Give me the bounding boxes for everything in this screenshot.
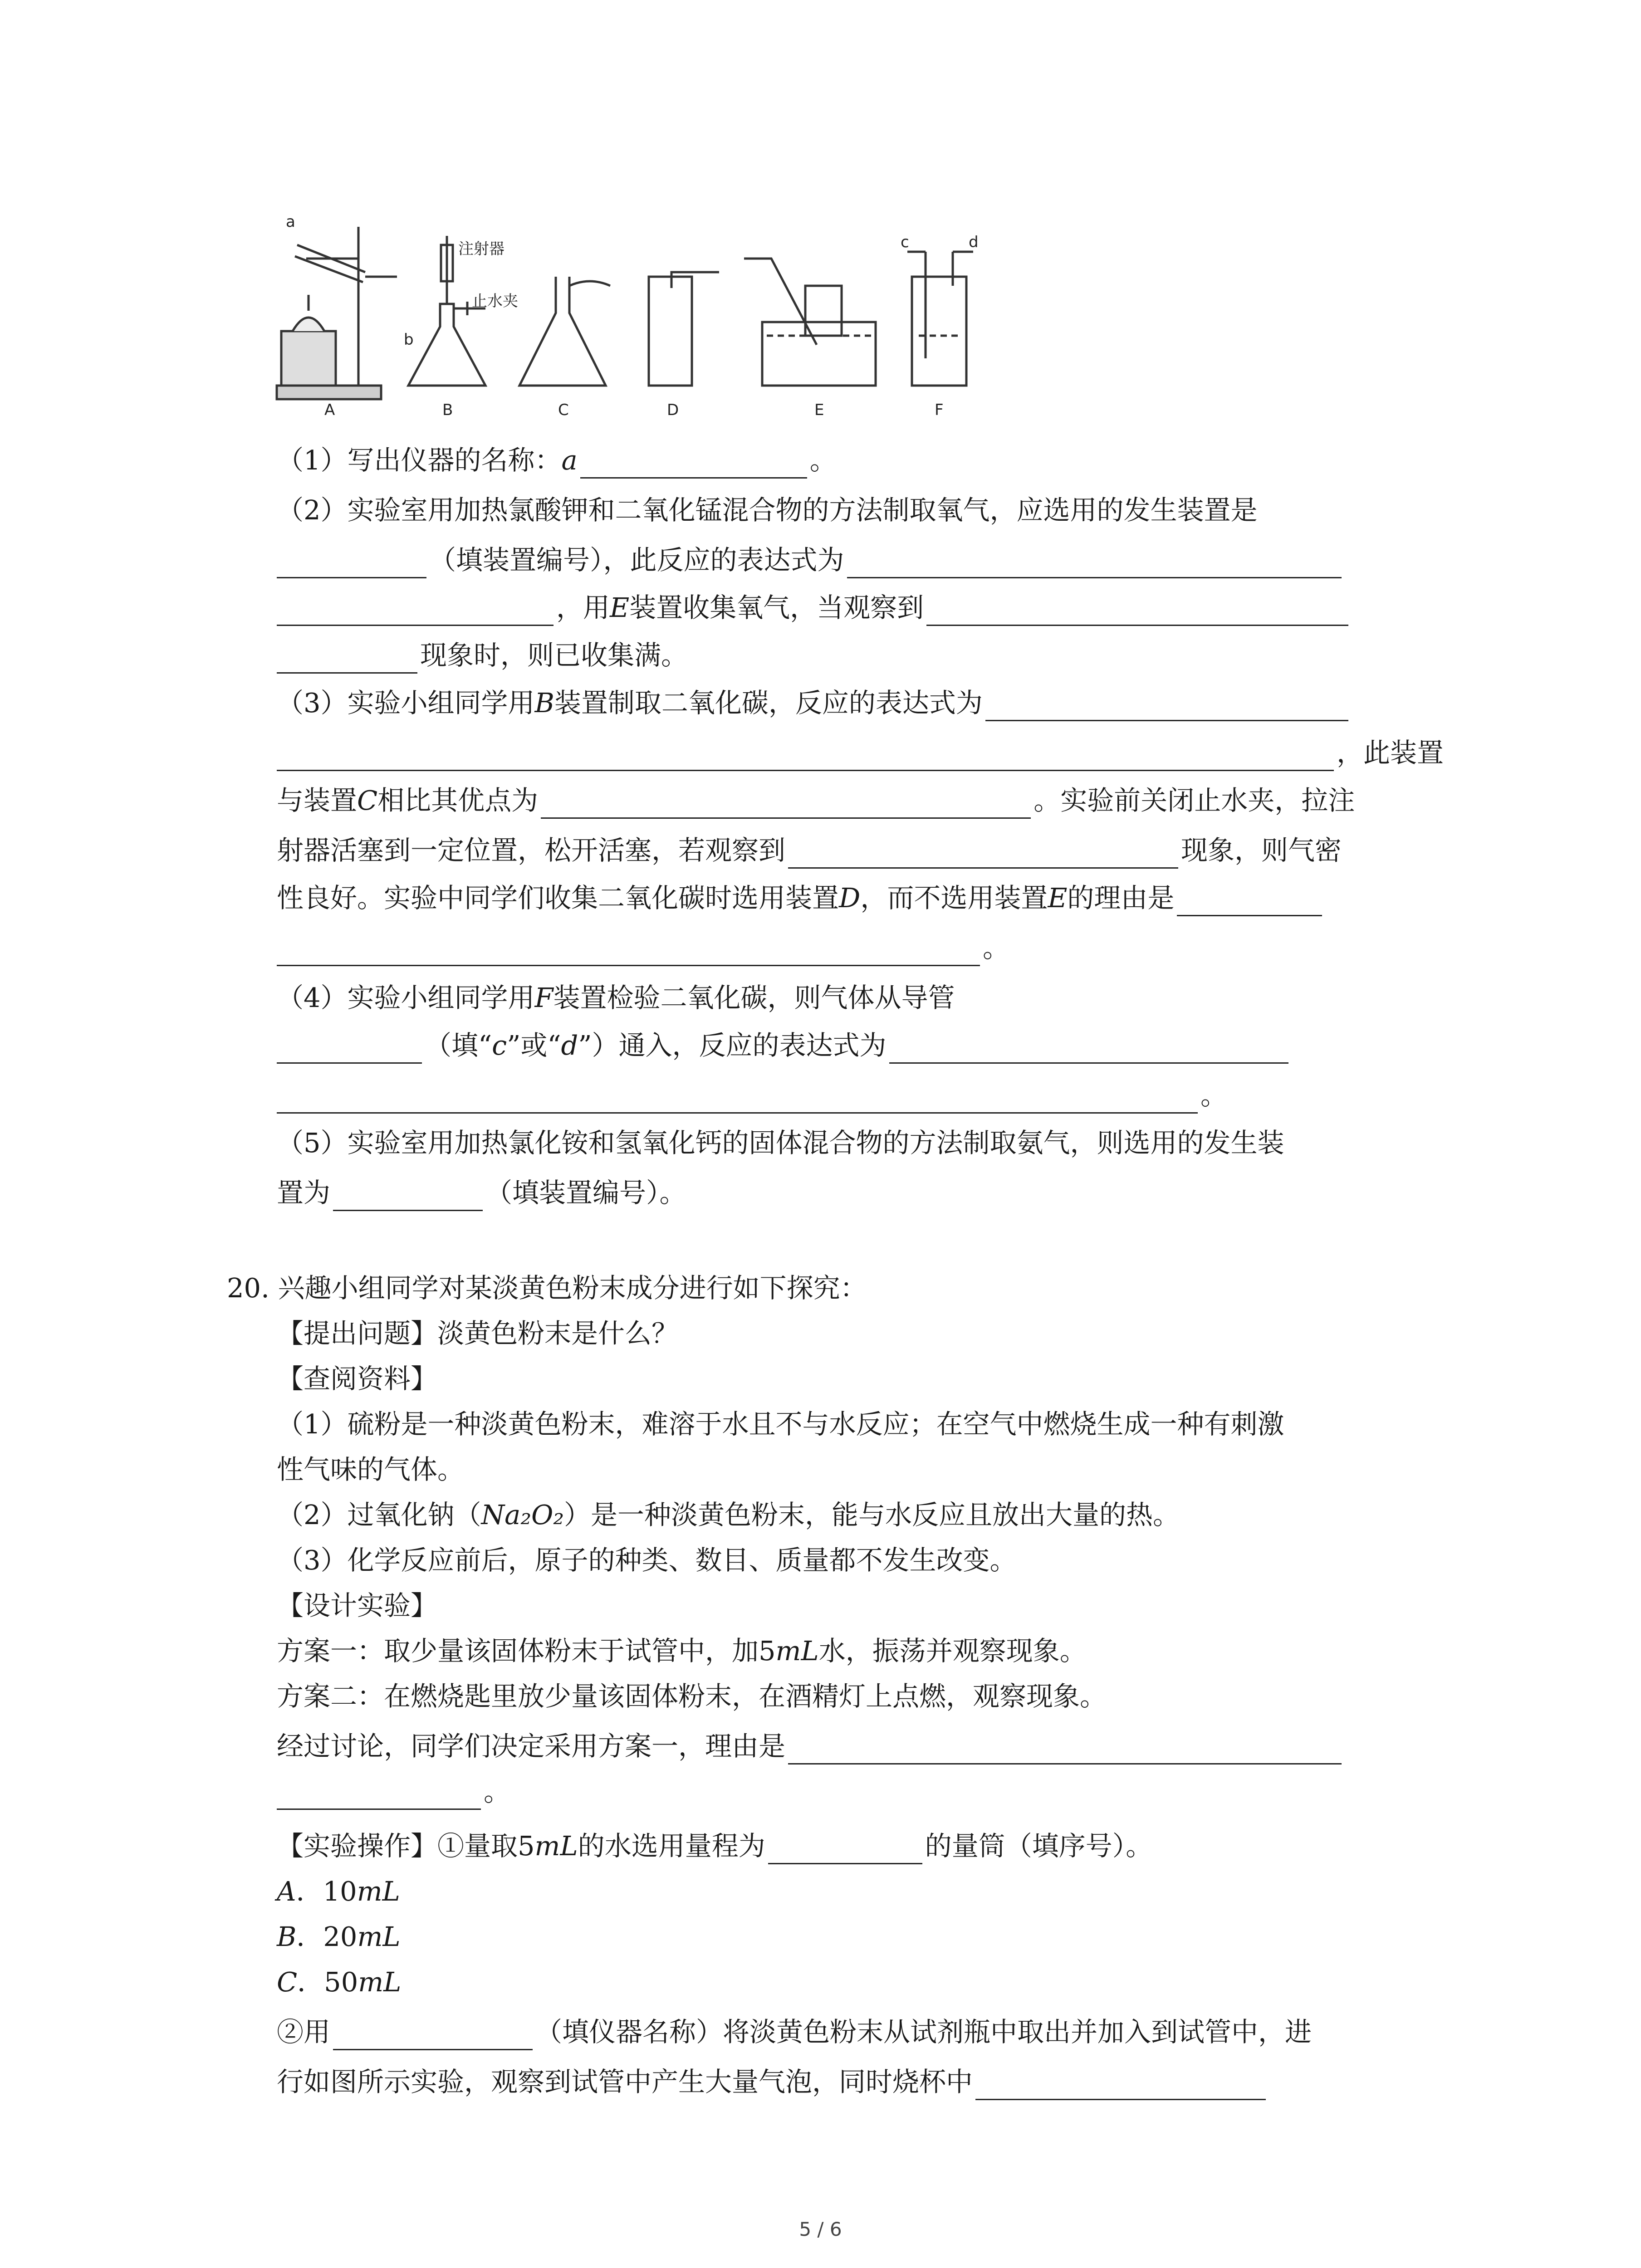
label-c: c [901,233,909,251]
q19-part2-line3: ，用E装置收集氧气，当观察到 [277,590,1351,626]
answer-blank[interactable] [277,742,1334,771]
answer-blank[interactable] [1177,887,1322,916]
q20-step2-line1: ②用 （填仪器名称）将淡黄色粉末从试剂瓶中取出并加入到试管中，进 [277,2014,1312,2050]
answer-blank[interactable] [788,839,1178,869]
q20-lookup-heading: 【查阅资料】 [277,1363,438,1394]
q20-plan2: 方案二：在燃烧匙里放少量该固体粉末，在酒精灯上点燃，观察现象。 [277,1681,1107,1712]
q20-discussion: 经过讨论，同学们决定采用方案一，理由是 [277,1728,1344,1765]
q20-ref2: （2）过氧化钠（Na₂O₂）是一种淡黄色粉末，能与水反应且放出大量的热。 [277,1499,1180,1530]
label-d: d [969,233,979,251]
q19-part3-line6: 。 [277,930,1009,966]
answer-blank[interactable] [277,1084,1198,1114]
answer-blank[interactable] [926,596,1348,626]
q19-part4-line3: 。 [277,1077,1227,1114]
answer-blank[interactable] [788,1735,1342,1765]
answer-blank[interactable] [277,644,417,674]
label-b: b [404,331,414,349]
q20-ref1-line2: 性气味的气体。 [277,1454,465,1485]
q19-part3-line4: 射器活塞到一定位置，松开活塞，若观察到 现象，则气密 [277,832,1342,869]
q20-ref1-line1: （1）硫粉是一种淡黄色粉末，难溶于水且不与水反应；在空气中燃烧生成一种有刺激 [277,1408,1284,1440]
answer-blank[interactable] [847,549,1342,578]
answer-blank[interactable] [985,692,1348,721]
answer-blank[interactable] [333,2021,533,2050]
q20-ref3: （3）化学反应前后，原子的种类、数目、质量都不发生改变。 [277,1545,1017,1576]
q20-step2-line2: 行如图所示实验，观察到试管中产生大量气泡，同时烧杯中 [277,2064,1269,2100]
q19-part5-line1: （5）实验室用加热氯化铵和氢氧化钙的固体混合物的方法制取氨气，则选用的发生装 [277,1127,1284,1158]
answer-blank[interactable] [580,449,807,479]
answer-blank[interactable] [277,596,554,626]
q20-plan1: 方案一：取少量该固体粉末于试管中，加5mL水，振荡并观察现象。 [277,1635,1087,1667]
apparatus-figure [272,209,1461,422]
answer-blank[interactable] [333,1182,483,1211]
apparatus-label-A: A [324,401,335,419]
q20-raise-question: 【提出问题】淡黄色粉末是什么？ [277,1318,679,1349]
q20-discussion-cont: 。 [277,1774,510,1810]
q19-part3-line2: ，此装置 [277,735,1444,771]
q19-part4-line2: （填“c”或“d”）通入，反应的表达式为 [277,1027,1291,1064]
apparatus-label-F: F [935,401,944,419]
label-clamp: 止水夹 [472,292,518,310]
page-number: 5 / 6 [799,2218,842,2240]
label-syringe: 注射器 [458,240,505,258]
q19-part1: （1）写出仪器的名称：a 。 [277,442,837,479]
option-a[interactable]: A．10mL [277,1876,400,1907]
q19-part3-line3: 与装置C相比其优点为 。实验前关闭止水夹，拉注 [277,782,1355,819]
q19-part4-line1: （4）实验小组同学用F装置检验二氧化碳，则气体从导管 [277,982,955,1013]
q20-operation: 【实验操作】①量取5mL的水选用量程为 的量筒（填序号）。 [277,1828,1152,1864]
option-c[interactable]: C．50mL [277,1966,402,1998]
answer-blank[interactable] [277,937,980,966]
answer-blank[interactable] [541,789,1031,819]
apparatus-label-D: D [667,401,679,419]
apparatus-label-B: B [442,401,453,419]
q19-part5-line2: 置为 （填装置编号）。 [277,1175,686,1211]
q19-part2-line1: （2）实验室用加热氯酸钾和二氧化锰混合物的方法制取氧气，应选用的发生装置是 [277,494,1258,526]
label-a: a [286,213,295,231]
q19-part2-line4: 现象时，则已收集满。 [277,637,688,674]
answer-blank[interactable] [277,549,426,578]
apparatus-label-E: E [814,401,824,419]
q19-part2-line2: （填装置编号），此反应的表达式为 [277,542,1344,578]
q19-part3-line1: （3）实验小组同学用B装置制取二氧化碳，反应的表达式为 [277,685,1351,721]
answer-blank[interactable] [768,1835,922,1864]
answer-blank[interactable] [975,2071,1266,2100]
formula-na2o2: Na₂O₂ [481,1499,564,1530]
q20-intro: 20. 兴趣小组同学对某淡黄色粉末成分进行如下探究： [227,1272,867,1304]
q19-part3-line5: 性良好。实验中同学们收集二氧化碳时选用装置D，而不选用装置E的理由是 [277,880,1325,916]
answer-blank[interactable] [277,1780,481,1810]
answer-blank[interactable] [277,1034,422,1064]
answer-blank[interactable] [889,1034,1288,1064]
option-b[interactable]: B．20mL [277,1921,401,1952]
apparatus-label-C: C [558,401,569,419]
q20-design-heading: 【设计实验】 [277,1590,438,1621]
